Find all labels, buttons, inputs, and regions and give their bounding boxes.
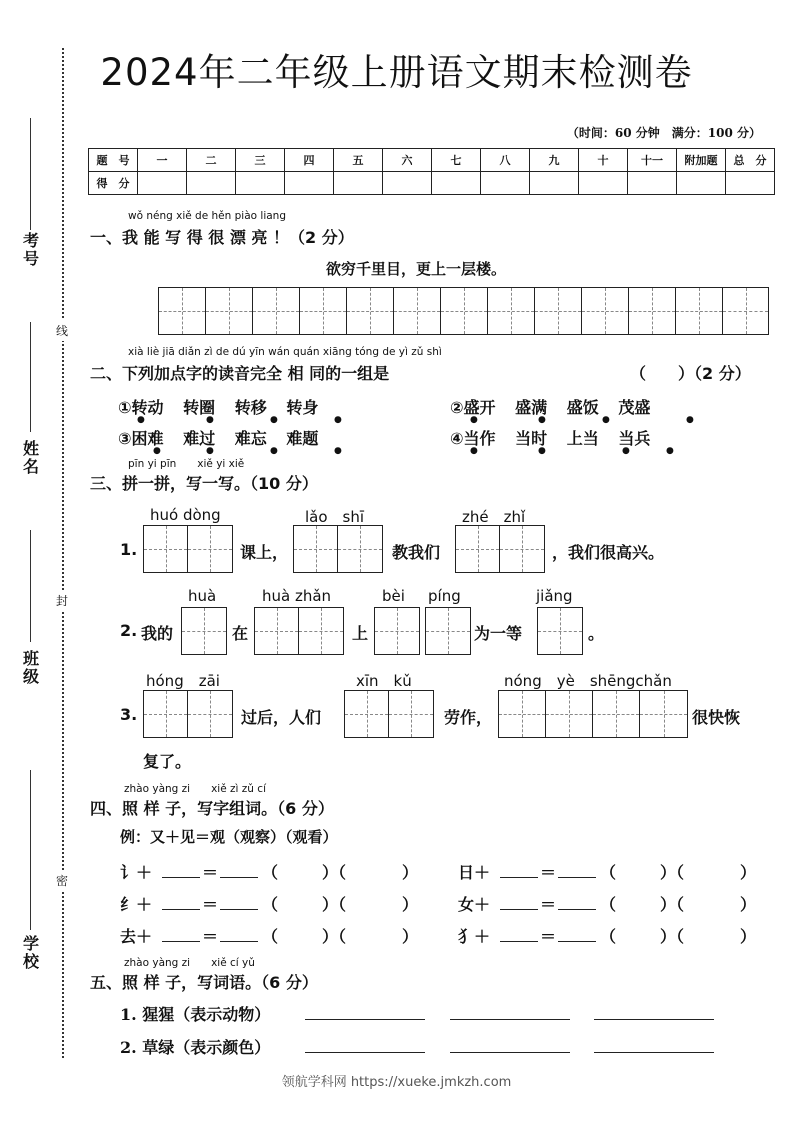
grid-cell[interactable] [300,288,347,334]
q3-text-2: 劳作， [444,708,493,727]
binding-line [62,48,64,1058]
score-header-cell: 十 [579,149,628,172]
word: ③困难 [118,429,164,448]
emphasis-dot: ● [334,415,342,425]
q3-pinyin-1: hóng zāi [146,672,220,690]
word: 转移 [234,398,267,417]
footer-watermark: 领航学科网 https://xueke.jmkzh.com [281,1075,512,1090]
sec4-radical: 去＋ [120,927,153,946]
emphasis-dot: ● [270,446,278,456]
grid-cell[interactable] [535,288,582,334]
class-line[interactable] [30,530,31,642]
word: ②盛开 [450,398,496,417]
score-header-cell: 题 号 [89,149,138,172]
page-title: 2024年二年级上册语文期末检测卷 [100,51,693,94]
emphasis-dot: ● [602,415,610,425]
paren-left: （ [600,863,617,882]
paren-left: （ [600,927,617,946]
blank-char-input[interactable] [162,877,200,878]
word: 难过 [183,429,216,448]
binding-char-xian: 线 [54,320,70,341]
grid-cell[interactable] [255,608,299,654]
paren-right: ） [402,927,419,946]
sec3-heading: 三、拼一拼，写一写。（10 分） [90,474,318,493]
school-label: 学校 [22,934,39,971]
sec5-q2: 2. 草绿（表示颜色） [120,1038,271,1057]
q1-number: 1. [120,540,138,559]
emphasis-dot: ● [666,446,674,456]
score-input[interactable] [236,172,285,195]
sec1-heading: 一、我 能 写 得 很 漂 亮 ！（2 分） [90,228,354,247]
sec5-pinyin: zhào yàng zi xiě cí yǔ [124,957,255,969]
score-header-cell: 一 [138,149,187,172]
sec2-heading: 二、下列加点字的读音完全 相 同的一组是 [90,364,390,383]
emphasis-dot: ● [538,415,546,425]
score-input[interactable] [726,172,775,195]
emphasis-dot: ● [334,446,342,456]
score-header-cell: 八 [481,149,530,172]
grid-cell[interactable] [500,526,544,572]
score-input[interactable] [530,172,579,195]
grid-cell[interactable] [294,526,338,572]
score-header-cell: 二 [187,149,236,172]
score-input[interactable] [432,172,481,195]
paren-mid[interactable]: ）（ [322,927,347,946]
score-value-row [89,172,775,195]
grid-cell[interactable] [488,288,535,334]
grid-cell[interactable] [159,288,206,334]
score-input[interactable] [334,172,383,195]
answer-line[interactable] [305,1019,425,1020]
grid-cell[interactable] [206,288,253,334]
score-header-cell: 附加题 [677,149,726,172]
sec2-option-3 [118,426,318,449]
grid-cell[interactable] [676,288,723,334]
binding-char-feng: 封 [54,590,70,611]
grid-cell[interactable] [188,691,232,737]
blank-char-input[interactable] [500,877,538,878]
name-label: 姓名 [22,439,39,476]
blank-char-input[interactable] [500,941,538,942]
score-row-label: 得 分 [89,172,138,195]
grid-cell[interactable] [144,526,188,572]
paren-right: ） [402,895,419,914]
sec2-answer-paren[interactable]: （ ）（2 分） [630,364,751,383]
answer-line[interactable] [594,1052,714,1053]
word: 盛饭 [566,398,599,417]
answer-line[interactable] [305,1052,425,1053]
q1-answer-grid-3[interactable] [455,525,545,573]
grid-cell[interactable] [144,691,188,737]
q3-number: 3. [120,705,138,724]
sec1-writing-grid[interactable] [158,287,769,335]
q1-text-2: 教我们 [392,543,441,562]
equals-sign: ＝ [540,895,557,914]
grid-cell[interactable] [546,691,593,737]
q2-answer-grid-2[interactable] [254,607,344,655]
sec2-pinyin: xià liè jiā diǎn zì de dú yīn wán quán xiāng tóng de yì zǔ shì [128,346,442,358]
emphasis-dot: ● [470,446,478,456]
paren-right: ） [402,863,419,882]
q2-text-4: 。 [588,624,605,643]
q3-answer-grid-3[interactable] [498,690,688,738]
q2-number: 2. [120,621,138,640]
q3-pinyin-3: nóng yè shēngchǎn [504,672,672,690]
q1-pinyin-3: zhé zhǐ [462,508,526,526]
sec2-option-2 [450,395,650,418]
word: 难忘 [234,429,267,448]
word: 盛满 [515,398,548,417]
sec4-radical: 犭＋ [458,927,491,946]
q2-answer-grid-1[interactable] [181,607,227,655]
q2-pinyin-2: huà zhǎn [262,587,332,605]
q3-pinyin-2: xīn kǔ [356,672,412,690]
class-label: 班级 [22,649,39,686]
blank-result-input[interactable] [558,941,596,942]
blank-result-input[interactable] [220,941,258,942]
blank-result-input[interactable] [220,909,258,910]
q2-pinyin-5: jiǎng [536,587,573,605]
score-input[interactable] [579,172,628,195]
emphasis-dot: ● [206,446,214,456]
equals-sign: ＝ [202,895,219,914]
score-input[interactable] [628,172,677,195]
equals-sign: ＝ [202,927,219,946]
word: 难题 [286,429,319,448]
q1-pinyin-2: lǎo shī [305,508,365,526]
answer-line[interactable] [450,1019,570,1020]
q2-answer-grid-4[interactable] [425,607,471,655]
q3-text-4: 复了。 [143,752,192,771]
sec2-option-4 [450,426,650,449]
q1-answer-grid-2[interactable] [293,525,383,573]
score-input[interactable] [481,172,530,195]
paren-mid[interactable]: ）（ [322,895,347,914]
sec4-radical: 日＋ [458,863,491,882]
sec4-radical: 讠＋ [120,863,153,882]
grid-cell[interactable] [538,608,582,654]
grid-cell[interactable] [347,288,394,334]
school-line[interactable] [30,770,31,930]
q2-pinyin-4: píng [428,587,461,605]
grid-cell[interactable] [253,288,300,334]
blank-char-input[interactable] [162,909,200,910]
grid-cell[interactable] [338,526,382,572]
sec4-pinyin: zhào yàng zi xiě zì zǔ cí [124,783,266,795]
emphasis-dot: ● [686,415,694,425]
sec4-radical: 女＋ [458,895,491,914]
blank-result-input[interactable] [558,909,596,910]
paren-right: ） [740,863,757,882]
q2-answer-grid-3[interactable] [374,607,420,655]
word: 转圈 [183,398,216,417]
blank-result-input[interactable] [220,877,258,878]
grid-cell[interactable] [389,691,433,737]
q2-text-0: 我的 [141,624,174,643]
sec3-pinyin: pīn yi pīn xiě yi xiě [128,458,245,470]
score-input[interactable] [383,172,432,195]
score-input[interactable] [187,172,236,195]
grid-cell[interactable] [441,288,488,334]
q2-text-1: 在 [232,624,249,643]
binding-char-mi: 密 [54,870,70,891]
sec4-heading: 四、照 样 子，写字组词。（6 分） [90,799,334,818]
score-input[interactable] [138,172,187,195]
sec5-q1: 1. 猩猩（表示动物） [120,1005,271,1024]
emphasis-dot: ● [137,415,145,425]
grid-cell[interactable] [629,288,676,334]
score-input[interactable] [285,172,334,195]
word: 当时 [515,429,548,448]
name-line[interactable] [30,322,31,432]
score-header-cell: 总 分 [726,149,775,172]
paren-mid[interactable]: ）（ [322,863,347,882]
emphasis-dot: ● [153,446,161,456]
score-header-cell: 十一 [628,149,677,172]
word: ④当作 [450,429,496,448]
answer-line[interactable] [450,1052,570,1053]
equals-sign: ＝ [202,863,219,882]
q3-answer-grid-2[interactable] [344,690,434,738]
grid-cell[interactable] [426,608,470,654]
q3-text-3: 很快恢 [692,708,741,727]
paren-left: （ [262,863,279,882]
q2-pinyin-3: bèi [382,587,405,605]
emphasis-dot: ● [622,446,630,456]
exam-number-line[interactable] [30,118,31,230]
q1-pinyin-1: huó dòng [150,506,221,524]
grid-cell[interactable] [299,608,343,654]
grid-cell[interactable] [188,526,232,572]
sec4-example: 例：又＋见＝观（观察）（观看） [120,828,338,846]
paren-left: （ [262,927,279,946]
grid-cell[interactable] [499,691,546,737]
exam-number-label: 考号 [22,231,39,268]
grid-cell[interactable] [182,608,226,654]
q2-text-2: 上 [352,624,369,643]
paren-right: ） [740,895,757,914]
grid-cell[interactable] [640,691,687,737]
grid-cell[interactable] [723,288,768,334]
equals-sign: ＝ [540,927,557,946]
blank-result-input[interactable] [558,877,596,878]
paren-mid[interactable]: ）（ [660,927,685,946]
emphasis-dot: ● [538,446,546,456]
score-header-cell: 七 [432,149,481,172]
word: 茂盛 [618,398,651,417]
equals-sign: ＝ [540,863,557,882]
blank-char-input[interactable] [500,909,538,910]
sec1-pinyin: wǒ néng xiě de hěn piào liang [128,210,286,222]
score-header-row [89,149,775,172]
word: ①转动 [118,398,164,417]
grid-cell[interactable] [456,526,500,572]
word: 当兵 [618,429,651,448]
score-header-cell: 九 [530,149,579,172]
q2-pinyin-1: huà [188,587,217,605]
sec1-poem: 欲穷千里目，更上一层楼。 [326,260,507,278]
score-header-cell: 四 [285,149,334,172]
answer-line[interactable] [594,1019,714,1020]
q2-text-3: 为一等 [474,624,523,643]
grid-cell[interactable] [375,608,419,654]
q2-answer-grid-5[interactable] [537,607,583,655]
sec2-option-1 [118,395,318,418]
q1-answer-grid-1[interactable] [143,525,233,573]
paren-mid[interactable]: ）（ [660,895,685,914]
time-info: （时间：60 分钟 满分：100 分） [566,126,761,140]
sec4-radical: 纟＋ [120,895,153,914]
blank-char-input[interactable] [162,941,200,942]
paren-mid[interactable]: ）（ [660,863,685,882]
grid-cell[interactable] [345,691,389,737]
score-header-cell: 六 [383,149,432,172]
q1-text-1: 课上， [240,543,289,562]
q1-text-3: ，我们很高兴。 [552,543,665,562]
score-header-cell: 三 [236,149,285,172]
grid-cell[interactable] [394,288,441,334]
word: 转身 [286,398,319,417]
sec5-heading: 五、照 样 子，写词语。（6 分） [90,973,318,992]
paren-left: （ [600,895,617,914]
score-table [88,148,775,195]
score-header-cell: 五 [334,149,383,172]
emphasis-dot: ● [270,415,278,425]
score-input[interactable] [677,172,726,195]
q3-text-1: 过后，人们 [241,708,322,727]
q3-answer-grid-1[interactable] [143,690,233,738]
paren-right: ） [740,927,757,946]
paren-left: （ [262,895,279,914]
word: 上当 [566,429,599,448]
emphasis-dot: ● [470,415,478,425]
grid-cell[interactable] [593,691,640,737]
emphasis-dot: ● [206,415,214,425]
grid-cell[interactable] [582,288,629,334]
